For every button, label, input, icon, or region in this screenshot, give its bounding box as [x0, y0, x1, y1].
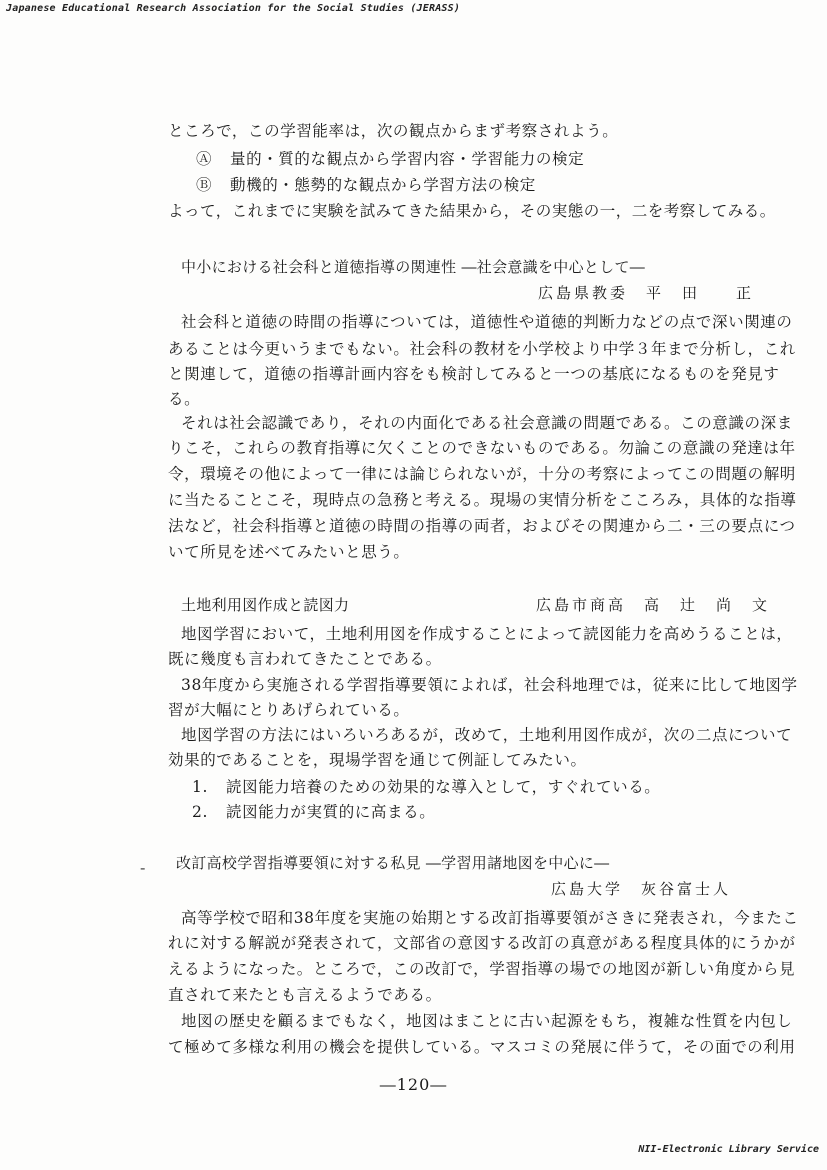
item-text: 量的・質的な観点から学習内容・学習能力の検定 [230, 150, 585, 168]
intro-closing: よって，これまでに実験を試みてきた結果から，その実態の一，二を考察してみる。 [168, 202, 776, 220]
section1-paragraph-line: と関連して，道徳の指導計画内容をも検討してみると一つの基底になるものを発見す [168, 365, 780, 383]
section1-paragraph-line: 令，環境その他によって一律には論じられないが，十分の考察によってこの問題の解明 [168, 465, 796, 483]
section1-paragraph-line: それは社会認識であり，それの内面化である社会意識の問題である。この意識の深ま [181, 414, 793, 432]
page-number: ―120― [379, 1075, 448, 1094]
section1-paragraph-line: りこそ，これらの教育指導に欠くことのできないものである。勿論この意識の発達は年 [168, 439, 796, 457]
section2-paragraph-line: 効果的であることを，現場学習を通じて例証してみたい。 [168, 751, 587, 769]
section3-author: 広島大学 灰谷富士人 [551, 880, 732, 898]
section1-paragraph-line: 社会科と道徳の時間の指導については，道徳性や道徳的判断力などの点で深い関連の [181, 313, 793, 331]
item-text: 読図能力が実質的に高まる。 [226, 803, 436, 821]
section1-paragraph-line: いて所見を述べてみたいと思う。 [168, 543, 410, 561]
intro-lead: ところで，この学習能率は，次の観点からまず考察されよう。 [168, 122, 619, 140]
section3-paragraph-line: て極めて多様な利用の機会を提供している。マスコミの発展に伴うて，その面での利用 [168, 1038, 796, 1056]
item-marker: 1. [192, 778, 208, 796]
section2-item-1 [192, 777, 660, 797]
intro-item-b [196, 175, 536, 195]
section2-paragraph-line: 38年度から実施される学習指導要領によれば，社会科地理では，従来に比して地図学 [181, 676, 798, 694]
section2-paragraph-line: 習が大幅にとりあげられている。 [168, 701, 410, 719]
section2-author: 広島市商高 高 辻 尚 文 [536, 596, 771, 614]
section1-paragraph-line: る。 [168, 390, 201, 408]
item-marker: Ⓐ [196, 150, 213, 168]
section3-paragraph-line: れに対する解説が発表されて，文部省の意図する改訂の真意がある程度具体的にうかが [168, 934, 796, 952]
section3-paragraph-line: 高等学校で昭和38年度を実施の始期とする改訂指導要領がさきに発表され，今またこ [181, 909, 799, 927]
section2-item-2 [192, 802, 435, 822]
library-footer: NII-Electronic Library Service [638, 1144, 819, 1155]
section2-paragraph-line: 地図学習の方法にはいろいろあるが，改めて，土地利用図作成が，次の二点について [181, 726, 793, 744]
section3-paragraph-line: 直されて来たとも言えるようである。 [168, 986, 442, 1004]
item-marker: Ⓑ [196, 176, 213, 194]
item-text: 読図能力培養のための効果的な導入として，すぐれている。 [226, 778, 661, 796]
intro-item-a [196, 149, 584, 169]
section3-paragraph-line: えるようになった。ところで，この改訂で，学習指導の場での地図が新しい角度から見 [168, 960, 796, 978]
section1-author: 広島県教委 平 田 正 [538, 284, 755, 302]
section3-title: 改訂高校学習指導要領に対する私見 ―学習用諸地図を中心に― [176, 854, 610, 872]
section3-paragraph-line: 地図の歴史を顧るまでもなく，地図はまことに古い起源をもち，複雑な性質を内包し [181, 1012, 793, 1030]
item-marker: 2. [192, 803, 208, 821]
section1-paragraph-line: あることは今更いうまでもない。社会科の教材を小学校より中学３年まで分析し，これ [168, 340, 796, 358]
section1-paragraph-line: に当たることこそ，現時点の急務と考える。現場の実情分析をこころみ，具体的な指導 [168, 491, 797, 509]
item-text: 動機的・態勢的な観点から学習方法の検定 [230, 176, 536, 194]
margin-dash: - [140, 858, 146, 877]
section2-title: 土地利用図作成と読図力 [181, 596, 350, 614]
section1-title: 中小における社会科と道徳指導の関連性 ―社会意識を中心として― [181, 258, 646, 276]
section1-paragraph-line: 法など，社会科指導と道徳の時間の指導の両者，およびその関連から二・三の要点につ [168, 517, 796, 535]
section2-paragraph-line: 既に幾度も言われてきたことである。 [168, 650, 442, 668]
journal-header: Japanese Educational Research Association for the Social Studies (JERASS) [6, 3, 461, 14]
section2-paragraph-line: 地図学習において，土地利用図を作成することによって読図能力を高めうることは， [181, 625, 793, 643]
